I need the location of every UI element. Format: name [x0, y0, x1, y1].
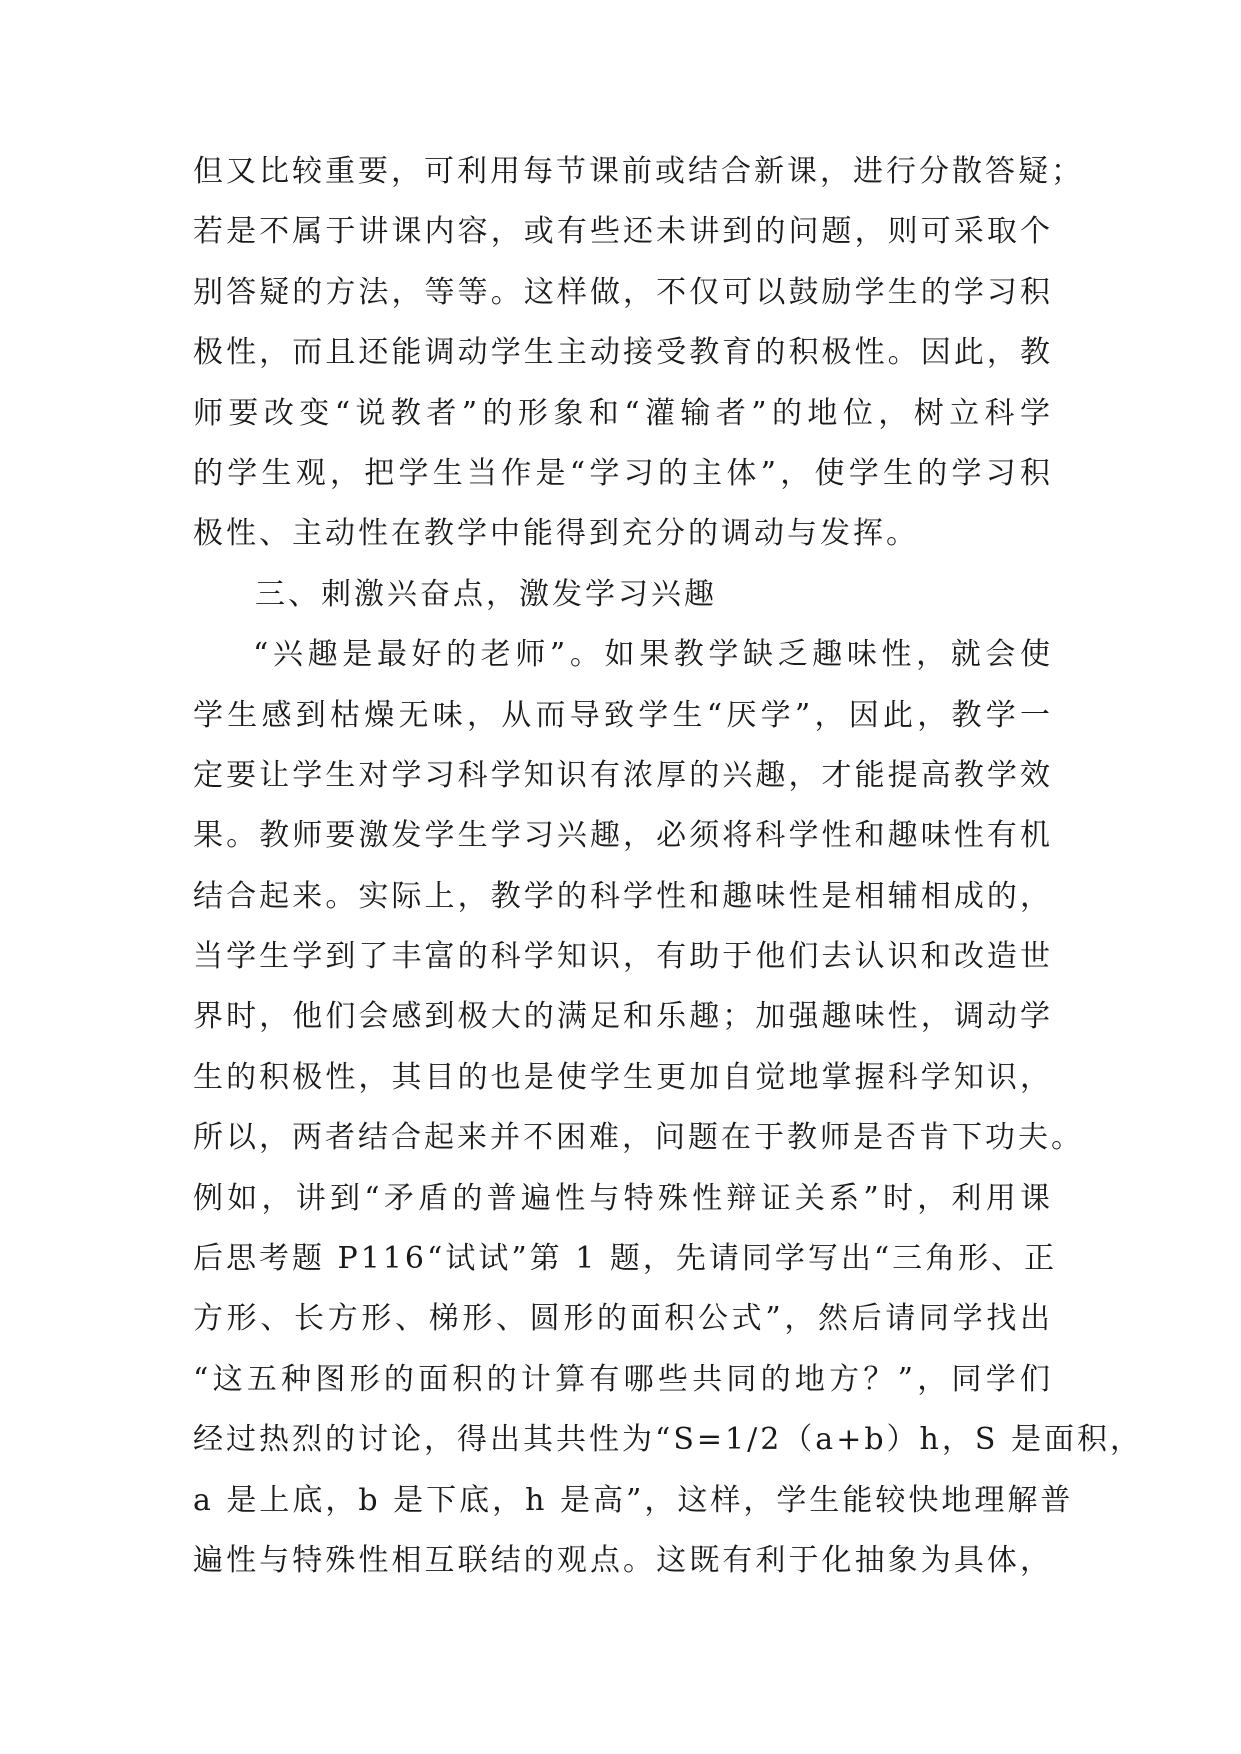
- text-line: 极性、主动性在教学中能得到充分的调动与发挥。: [193, 516, 919, 552]
- text-line: 生的积极性，其目的也是使学生更加自觉地掌握科学知识，: [193, 1059, 1053, 1095]
- body-text: [193, 142, 1143, 1591]
- text-line: 极性，而且还能调动学生主动接受教育的积极性。因此，教: [193, 335, 1053, 371]
- text-line: “兴趣是最好的老师”。如果教学缺乏趣味性，就会使: [253, 637, 1053, 673]
- text-line: 定要让学生对学习科学知识有浓厚的兴趣，才能提高教学效: [193, 757, 1053, 793]
- text-line: 经过热烈的讨论，得出其共性为“S=1/2（a+b）h，S 是面积，: [193, 1422, 1143, 1458]
- section-heading: 三、刺激兴奋点，激发学习兴趣: [255, 576, 717, 612]
- text-line: 师要改变“说教者”的形象和“灌输者”的地位，树立科学: [193, 395, 1053, 431]
- text-line: 学生感到枯燥无味，从而导致学生“厌学”，因此，教学一: [193, 697, 1053, 733]
- text-line: 遍性与特殊性相互联结的观点。这既有利于化抽象为具体，: [193, 1542, 1053, 1578]
- text-line: “这五种图形的面积的计算有哪些共同的地方？”，同学们: [193, 1361, 1053, 1397]
- text-line: 界时，他们会感到极大的满足和乐趣；加强趣味性，调动学: [193, 999, 1053, 1035]
- text-line: 但又比较重要，可利用每节课前或结合新课，进行分散答疑；: [193, 154, 1084, 189]
- text-line: 别答疑的方法，等等。这样做，不仅可以鼓励学生的学习积: [193, 274, 1053, 310]
- text-line: 所以，两者结合起来并不困难，问题在于教师是否肯下功夫。: [193, 1120, 1084, 1156]
- text-line: 若是不属于讲课内容，或有些还未讲到的问题，则可采取个: [193, 214, 1053, 250]
- text-line: 当学生学到了丰富的科学知识，有助于他们去认识和改造世: [193, 939, 1053, 975]
- text-line: 后思考题 P116“试试”第 1 题，先请同学写出“三角形、正: [193, 1241, 1058, 1277]
- text-line: 的学生观，把学生当作是“学习的主体”，使学生的学习积: [193, 455, 1053, 491]
- text-line: 果。教师要激发学生学习兴趣，必须将科学性和趣味性有机: [193, 818, 1053, 854]
- text-line: 结合起来。实际上，教学的科学性和趣味性是相辅相成的，: [193, 878, 1053, 914]
- text-line: a 是上底，b 是下底，h 是高”，这样，学生能较快地理解普: [193, 1482, 1074, 1518]
- text-line: 例如，讲到“矛盾的普遍性与特殊性辩证关系”时，利用课: [193, 1180, 1053, 1216]
- text-line: 方形、长方形、梯形、圆形的面积公式”，然后请同学找出: [193, 1301, 1053, 1337]
